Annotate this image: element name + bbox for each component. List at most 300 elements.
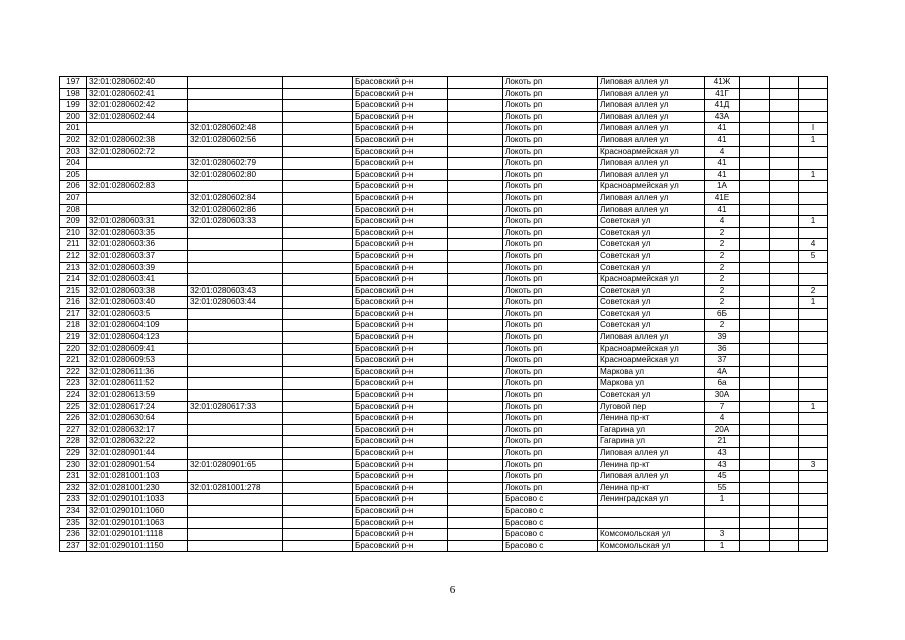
cadastral-number-cell: 32:01:0280602:42 <box>87 100 188 112</box>
column-6-cell <box>448 482 503 494</box>
street-cell: Липовая аллея ул <box>598 158 705 170</box>
column-11-cell <box>770 169 799 181</box>
district-cell: Брасовский р-н <box>353 123 448 135</box>
column-4-cell <box>283 494 353 506</box>
column-12-cell <box>799 100 828 112</box>
street-cell <box>598 517 705 529</box>
column-12-cell <box>799 227 828 239</box>
district-cell: Брасовский р-н <box>353 448 448 460</box>
column-4-cell <box>283 366 353 378</box>
related-cadastral-number-cell <box>188 343 283 355</box>
column-10-cell <box>740 88 770 100</box>
row-number-cell: 235 <box>60 517 87 529</box>
register-table-body <box>60 77 828 552</box>
column-4-cell <box>283 517 353 529</box>
related-cadastral-number-cell: 32:01:0280602:79 <box>188 158 283 170</box>
row-number-cell: 200 <box>60 111 87 123</box>
related-cadastral-number-cell <box>188 227 283 239</box>
house-number-cell: 2 <box>705 239 740 251</box>
cadastral-number-cell: 32:01:0280609:41 <box>87 343 188 355</box>
district-cell: Брасовский р-н <box>353 262 448 274</box>
column-12-cell <box>799 390 828 402</box>
column-11-cell <box>770 274 799 286</box>
column-11-cell <box>770 262 799 274</box>
column-6-cell <box>448 262 503 274</box>
house-number-cell: 55 <box>705 482 740 494</box>
column-11-cell <box>770 77 799 89</box>
house-number-cell: 41Д <box>705 100 740 112</box>
related-cadastral-number-cell: 32:01:0281001:278 <box>188 482 283 494</box>
column-10-cell <box>740 285 770 297</box>
house-number-cell: 45 <box>705 471 740 483</box>
column-12-cell <box>799 146 828 158</box>
related-cadastral-number-cell: 32:01:0280602:56 <box>188 134 283 146</box>
column-4-cell <box>283 88 353 100</box>
district-cell: Брасовский р-н <box>353 390 448 402</box>
column-10-cell <box>740 494 770 506</box>
locality-cell: Локоть рп <box>503 297 598 309</box>
house-number-cell: 41Е <box>705 192 740 204</box>
row-number-cell: 228 <box>60 436 87 448</box>
column-4-cell <box>283 413 353 425</box>
locality-cell: Локоть рп <box>503 343 598 355</box>
column-12-cell <box>799 517 828 529</box>
cadastral-number-cell: 32:01:0280901:44 <box>87 448 188 460</box>
locality-cell: Локоть рп <box>503 111 598 123</box>
column-10-cell <box>740 366 770 378</box>
column-12-cell <box>799 204 828 216</box>
column-6-cell <box>448 529 503 541</box>
column-12-cell <box>799 355 828 367</box>
row-number-cell: 218 <box>60 320 87 332</box>
street-cell: Липовая аллея ул <box>598 332 705 344</box>
column-10-cell <box>740 192 770 204</box>
column-6-cell <box>448 540 503 552</box>
table-row <box>60 123 828 135</box>
column-4-cell <box>283 505 353 517</box>
row-number-cell: 234 <box>60 505 87 517</box>
street-cell: Советская ул <box>598 216 705 228</box>
related-cadastral-number-cell <box>188 494 283 506</box>
column-12-cell <box>799 308 828 320</box>
column-12-cell <box>799 540 828 552</box>
district-cell: Брасовский р-н <box>353 88 448 100</box>
column-12-cell <box>799 482 828 494</box>
locality-cell: Локоть рп <box>503 77 598 89</box>
street-cell: Советская ул <box>598 285 705 297</box>
locality-cell: Локоть рп <box>503 390 598 402</box>
cadastral-number-cell: 32:01:0280603:38 <box>87 285 188 297</box>
column-4-cell <box>283 459 353 471</box>
column-10-cell <box>740 390 770 402</box>
page-number: 6 <box>449 584 456 596</box>
column-12-cell <box>799 471 828 483</box>
column-10-cell <box>740 401 770 413</box>
column-10-cell <box>740 111 770 123</box>
district-cell: Брасовский р-н <box>353 517 448 529</box>
house-number-cell: 2 <box>705 297 740 309</box>
table-row <box>60 285 828 297</box>
column-6-cell <box>448 181 503 193</box>
column-11-cell <box>770 111 799 123</box>
street-cell: Красноармейская ул <box>598 343 705 355</box>
row-number-cell: 217 <box>60 308 87 320</box>
column-11-cell <box>770 134 799 146</box>
street-cell: Красноармейская ул <box>598 274 705 286</box>
street-cell: Липовая аллея ул <box>598 123 705 135</box>
column-4-cell <box>283 390 353 402</box>
house-number-cell: 1А <box>705 181 740 193</box>
column-6-cell <box>448 239 503 251</box>
related-cadastral-number-cell: 32:01:0280602:86 <box>188 204 283 216</box>
house-number-cell: 1 <box>705 540 740 552</box>
column-11-cell <box>770 494 799 506</box>
street-cell: Советская ул <box>598 250 705 262</box>
locality-cell: Локоть рп <box>503 158 598 170</box>
column-4-cell <box>283 250 353 262</box>
row-number-cell: 202 <box>60 134 87 146</box>
column-11-cell <box>770 517 799 529</box>
column-10-cell <box>740 459 770 471</box>
table-row <box>60 262 828 274</box>
column-11-cell <box>770 332 799 344</box>
column-12-cell: I <box>799 123 828 135</box>
street-cell: Липовая аллея ул <box>598 111 705 123</box>
column-12-cell <box>799 448 828 460</box>
house-number-cell: 41Ж <box>705 77 740 89</box>
row-number-cell: 223 <box>60 378 87 390</box>
locality-cell: Локоть рп <box>503 227 598 239</box>
locality-cell: Локоть рп <box>503 471 598 483</box>
cadastral-number-cell: 32:01:0280611:52 <box>87 378 188 390</box>
column-10-cell <box>740 505 770 517</box>
column-10-cell <box>740 436 770 448</box>
row-number-cell: 203 <box>60 146 87 158</box>
column-6-cell <box>448 134 503 146</box>
related-cadastral-number-cell: 32:01:0280602:84 <box>188 192 283 204</box>
row-number-cell: 213 <box>60 262 87 274</box>
column-6-cell <box>448 169 503 181</box>
street-cell: Гагарина ул <box>598 436 705 448</box>
related-cadastral-number-cell: 32:01:0280602:48 <box>188 123 283 135</box>
street-cell: Липовая аллея ул <box>598 192 705 204</box>
related-cadastral-number-cell <box>188 320 283 332</box>
locality-cell: Локоть рп <box>503 320 598 332</box>
cadastral-number-cell: 32:01:0280632:22 <box>87 436 188 448</box>
locality-cell: Локоть рп <box>503 413 598 425</box>
table-row <box>60 378 828 390</box>
related-cadastral-number-cell <box>188 274 283 286</box>
table-row <box>60 482 828 494</box>
column-6-cell <box>448 297 503 309</box>
district-cell: Брасовский р-н <box>353 111 448 123</box>
row-number-cell: 204 <box>60 158 87 170</box>
table-row <box>60 181 828 193</box>
district-cell: Брасовский р-н <box>353 204 448 216</box>
district-cell: Брасовский р-н <box>353 320 448 332</box>
table-row <box>60 517 828 529</box>
house-number-cell: 43 <box>705 448 740 460</box>
house-number-cell: 37 <box>705 355 740 367</box>
column-12-cell: 3 <box>799 459 828 471</box>
street-cell: Маркова ул <box>598 366 705 378</box>
street-cell: Липовая аллея ул <box>598 100 705 112</box>
column-10-cell <box>740 169 770 181</box>
street-cell: Комсомольская ул <box>598 540 705 552</box>
district-cell: Брасовский р-н <box>353 459 448 471</box>
column-10-cell <box>740 77 770 89</box>
district-cell: Брасовский р-н <box>353 540 448 552</box>
column-10-cell <box>740 146 770 158</box>
related-cadastral-number-cell <box>188 332 283 344</box>
column-4-cell <box>283 146 353 158</box>
column-10-cell <box>740 332 770 344</box>
table-row <box>60 216 828 228</box>
house-number-cell: 41 <box>705 134 740 146</box>
related-cadastral-number-cell <box>188 448 283 460</box>
street-cell: Ленина пр-кт <box>598 413 705 425</box>
column-4-cell <box>283 100 353 112</box>
column-4-cell <box>283 355 353 367</box>
column-11-cell <box>770 88 799 100</box>
table-row <box>60 274 828 286</box>
house-number-cell: 4 <box>705 413 740 425</box>
column-10-cell <box>740 262 770 274</box>
column-12-cell <box>799 181 828 193</box>
column-10-cell <box>740 100 770 112</box>
district-cell: Брасовский р-н <box>353 529 448 541</box>
column-10-cell <box>740 216 770 228</box>
column-11-cell <box>770 505 799 517</box>
column-11-cell <box>770 343 799 355</box>
row-number-cell: 198 <box>60 88 87 100</box>
house-number-cell: 2 <box>705 274 740 286</box>
house-number-cell: 41 <box>705 158 740 170</box>
column-12-cell: 1 <box>799 134 828 146</box>
column-4-cell <box>283 320 353 332</box>
related-cadastral-number-cell <box>188 366 283 378</box>
cadastral-number-cell <box>87 204 188 216</box>
related-cadastral-number-cell <box>188 308 283 320</box>
column-11-cell <box>770 378 799 390</box>
column-11-cell <box>770 216 799 228</box>
column-6-cell <box>448 517 503 529</box>
cadastral-number-cell: 32:01:0280632:17 <box>87 424 188 436</box>
column-12-cell <box>799 505 828 517</box>
locality-cell: Локоть рп <box>503 274 598 286</box>
cadastral-number-cell: 32:01:0280603:37 <box>87 250 188 262</box>
column-11-cell <box>770 355 799 367</box>
district-cell: Брасовский р-н <box>353 424 448 436</box>
cadastral-number-cell: 32:01:0281001:103 <box>87 471 188 483</box>
related-cadastral-number-cell: 32:01:0280603:33 <box>188 216 283 228</box>
locality-cell: Локоть рп <box>503 204 598 216</box>
column-6-cell <box>448 459 503 471</box>
cadastral-number-cell: 32:01:0280603:35 <box>87 227 188 239</box>
column-11-cell <box>770 459 799 471</box>
cadastral-number-cell <box>87 158 188 170</box>
column-11-cell <box>770 239 799 251</box>
column-11-cell <box>770 448 799 460</box>
column-12-cell <box>799 378 828 390</box>
column-6-cell <box>448 332 503 344</box>
related-cadastral-number-cell <box>188 471 283 483</box>
column-11-cell <box>770 158 799 170</box>
column-4-cell <box>283 378 353 390</box>
street-cell: Луговой пер <box>598 401 705 413</box>
district-cell: Брасовский р-н <box>353 494 448 506</box>
column-4-cell <box>283 262 353 274</box>
district-cell: Брасовский р-н <box>353 332 448 344</box>
column-4-cell <box>283 216 353 228</box>
column-6-cell <box>448 158 503 170</box>
district-cell: Брасовский р-н <box>353 169 448 181</box>
column-10-cell <box>740 378 770 390</box>
district-cell: Брасовский р-н <box>353 239 448 251</box>
column-10-cell <box>740 250 770 262</box>
street-cell: Липовая аллея ул <box>598 448 705 460</box>
cadastral-number-cell: 32:01:0281001:230 <box>87 482 188 494</box>
cadastral-number-cell: 32:01:0280603:39 <box>87 262 188 274</box>
column-11-cell <box>770 471 799 483</box>
column-10-cell <box>740 471 770 483</box>
locality-cell: Локоть рп <box>503 332 598 344</box>
cadastral-number-cell: 32:01:0280603:5 <box>87 308 188 320</box>
column-12-cell <box>799 494 828 506</box>
column-6-cell <box>448 378 503 390</box>
cadastral-number-cell: 32:01:0280603:31 <box>87 216 188 228</box>
related-cadastral-number-cell: 32:01:0280617:33 <box>188 401 283 413</box>
column-4-cell <box>283 204 353 216</box>
column-4-cell <box>283 332 353 344</box>
column-6-cell <box>448 146 503 158</box>
house-number-cell: 2 <box>705 262 740 274</box>
related-cadastral-number-cell <box>188 146 283 158</box>
column-10-cell <box>740 158 770 170</box>
column-10-cell <box>740 297 770 309</box>
district-cell: Брасовский р-н <box>353 134 448 146</box>
column-11-cell <box>770 390 799 402</box>
related-cadastral-number-cell <box>188 517 283 529</box>
street-cell: Липовая аллея ул <box>598 471 705 483</box>
column-4-cell <box>283 540 353 552</box>
row-number-cell: 216 <box>60 297 87 309</box>
related-cadastral-number-cell <box>188 424 283 436</box>
row-number-cell: 215 <box>60 285 87 297</box>
table-row <box>60 250 828 262</box>
district-cell: Брасовский р-н <box>353 343 448 355</box>
house-number-cell: 41 <box>705 169 740 181</box>
column-12-cell <box>799 88 828 100</box>
house-number-cell: 43 <box>705 459 740 471</box>
column-10-cell <box>740 308 770 320</box>
row-number-cell: 233 <box>60 494 87 506</box>
related-cadastral-number-cell: 32:01:0280602:80 <box>188 169 283 181</box>
column-10-cell <box>740 343 770 355</box>
cadastral-number-cell: 32:01:0280604:109 <box>87 320 188 332</box>
district-cell: Брасовский р-н <box>353 250 448 262</box>
column-4-cell <box>283 181 353 193</box>
locality-cell: Локоть рп <box>503 424 598 436</box>
row-number-cell: 209 <box>60 216 87 228</box>
house-number-cell: 41 <box>705 123 740 135</box>
locality-cell: Локоть рп <box>503 134 598 146</box>
locality-cell: Локоть рп <box>503 459 598 471</box>
related-cadastral-number-cell: 32:01:0280901:65 <box>188 459 283 471</box>
column-6-cell <box>448 88 503 100</box>
row-number-cell: 206 <box>60 181 87 193</box>
street-cell: Ленина пр-кт <box>598 459 705 471</box>
table-row <box>60 459 828 471</box>
street-cell: Маркова ул <box>598 378 705 390</box>
column-10-cell <box>740 517 770 529</box>
cadastral-number-cell: 32:01:0280603:40 <box>87 297 188 309</box>
related-cadastral-number-cell <box>188 88 283 100</box>
column-12-cell: 4 <box>799 239 828 251</box>
column-11-cell <box>770 308 799 320</box>
house-number-cell: 43А <box>705 111 740 123</box>
column-11-cell <box>770 181 799 193</box>
column-11-cell <box>770 297 799 309</box>
locality-cell: Локоть рп <box>503 482 598 494</box>
cadastral-number-cell: 32:01:0280602:72 <box>87 146 188 158</box>
district-cell: Брасовский р-н <box>353 482 448 494</box>
house-number-cell: 2 <box>705 285 740 297</box>
table-row <box>60 505 828 517</box>
table-row <box>60 343 828 355</box>
district-cell: Брасовский р-н <box>353 100 448 112</box>
cadastral-number-cell <box>87 123 188 135</box>
street-cell: Советская ул <box>598 390 705 402</box>
street-cell: Липовая аллея ул <box>598 169 705 181</box>
column-11-cell <box>770 529 799 541</box>
column-10-cell <box>740 123 770 135</box>
column-4-cell <box>283 227 353 239</box>
column-12-cell <box>799 111 828 123</box>
column-11-cell <box>770 424 799 436</box>
column-12-cell <box>799 529 828 541</box>
street-cell: Липовая аллея ул <box>598 134 705 146</box>
row-number-cell: 208 <box>60 204 87 216</box>
related-cadastral-number-cell <box>188 250 283 262</box>
column-4-cell <box>283 308 353 320</box>
row-number-cell: 231 <box>60 471 87 483</box>
column-12-cell <box>799 332 828 344</box>
column-4-cell <box>283 482 353 494</box>
table-row <box>60 192 828 204</box>
district-cell: Брасовский р-н <box>353 436 448 448</box>
column-6-cell <box>448 390 503 402</box>
column-11-cell <box>770 204 799 216</box>
street-cell: Советская ул <box>598 239 705 251</box>
street-cell: Комсомольская ул <box>598 529 705 541</box>
street-cell: Липовая аллея ул <box>598 88 705 100</box>
house-number-cell: 6Б <box>705 308 740 320</box>
column-6-cell <box>448 448 503 460</box>
cadastral-number-cell: 32:01:0280609:53 <box>87 355 188 367</box>
related-cadastral-number-cell <box>188 436 283 448</box>
row-number-cell: 220 <box>60 343 87 355</box>
row-number-cell: 222 <box>60 366 87 378</box>
column-4-cell <box>283 471 353 483</box>
column-10-cell <box>740 320 770 332</box>
column-4-cell <box>283 169 353 181</box>
house-number-cell: 2 <box>705 320 740 332</box>
row-number-cell: 199 <box>60 100 87 112</box>
cadastral-number-cell: 32:01:0280604:123 <box>87 332 188 344</box>
column-6-cell <box>448 494 503 506</box>
locality-cell: Локоть рп <box>503 378 598 390</box>
